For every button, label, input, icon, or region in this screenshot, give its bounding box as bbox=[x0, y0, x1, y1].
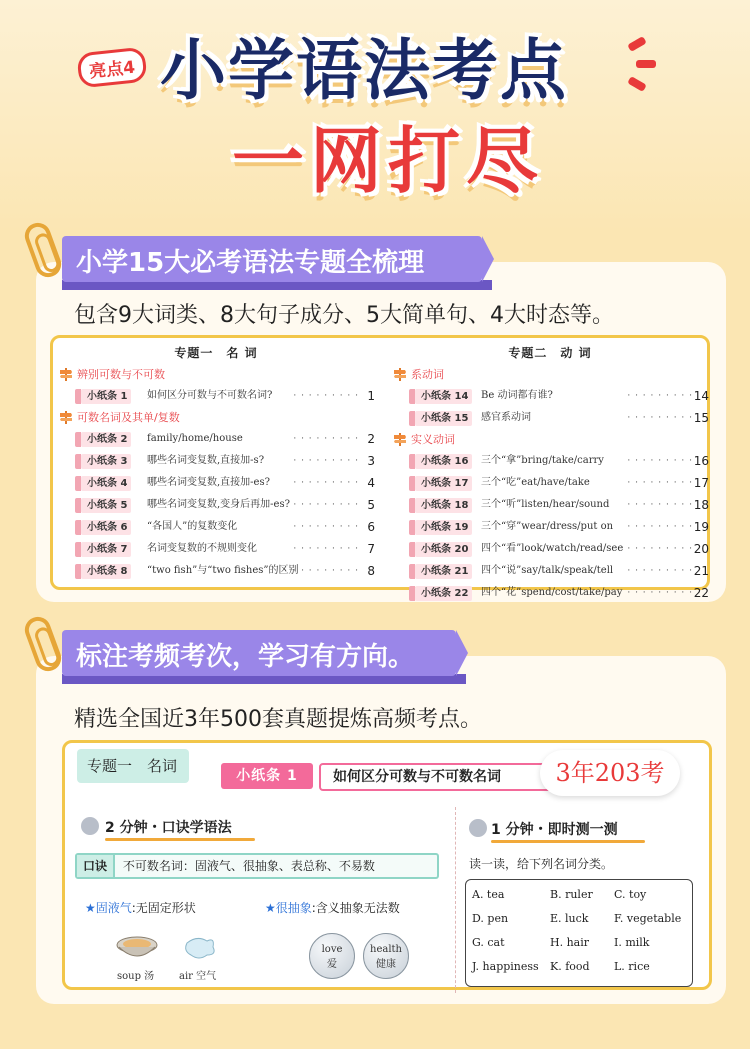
toc-entry-text: 哪些名词变复数,直接加-s? bbox=[147, 455, 265, 466]
air-label: air 空气 bbox=[179, 971, 217, 982]
toc-entry-text: 三个“听”listen/hear/sound bbox=[481, 499, 610, 510]
toc-row[interactable] bbox=[57, 472, 375, 494]
note-tag: 小纸条 7 bbox=[81, 542, 131, 557]
rule-key: ★很抽象 bbox=[265, 901, 312, 915]
leader-dots: · · · · · · · · · bbox=[627, 566, 693, 576]
title-line-2: 一网打尽 bbox=[232, 119, 545, 203]
title-line-1: 小学语法考点 bbox=[160, 32, 568, 109]
leader-dots: · · · · · · · · · bbox=[627, 456, 693, 466]
leader-dots: · · · · · · · · · bbox=[627, 391, 693, 401]
note-tag: 小纸条 18 bbox=[415, 498, 472, 513]
soup-bowl-icon bbox=[115, 933, 159, 963]
toc-column-right bbox=[391, 342, 709, 604]
page-number: 4 bbox=[367, 476, 375, 490]
quiz-option: A. tea bbox=[472, 888, 505, 901]
toc-row[interactable] bbox=[391, 407, 709, 429]
leader-dots: · · · · · · · · · bbox=[293, 478, 359, 488]
leader-dots: · · · · · · · · · bbox=[293, 456, 359, 466]
toc-entry-text: “各国人”的复数变化 bbox=[147, 521, 238, 532]
quiz-option: L. rice bbox=[614, 960, 650, 973]
page-number: 3 bbox=[367, 454, 375, 468]
title-underline bbox=[105, 838, 255, 841]
leader-dots: · · · · · · · · · bbox=[627, 544, 693, 554]
toc-section-heading bbox=[391, 429, 709, 450]
frequency-badge: 3年203考 bbox=[540, 750, 680, 796]
page-number: 20 bbox=[693, 542, 709, 556]
signpost-icon bbox=[59, 411, 73, 424]
page-number: 6 bbox=[367, 520, 375, 534]
toc-row[interactable] bbox=[391, 560, 709, 582]
page-number: 8 bbox=[367, 564, 375, 578]
toc-row[interactable] bbox=[57, 450, 375, 472]
note-tag: 小纸条 21 bbox=[415, 564, 472, 579]
quiz-option: H. hair bbox=[550, 936, 590, 949]
rule-item-2 bbox=[265, 899, 400, 916]
quiz-option: E. luck bbox=[550, 912, 589, 925]
bubble-en: love bbox=[321, 944, 343, 955]
toc-row[interactable] bbox=[57, 428, 375, 450]
rule-key: ★固液气 bbox=[85, 901, 132, 915]
toc-row[interactable] bbox=[391, 516, 709, 538]
toc-section-heading bbox=[57, 364, 375, 385]
note-tag: 小纸条 15 bbox=[415, 411, 472, 426]
highlight-badge: 亮点4 bbox=[76, 47, 147, 89]
toc-entry-text: 四个“说”say/talk/speak/tell bbox=[481, 565, 614, 576]
quiz-option: I. milk bbox=[614, 936, 650, 949]
toc-entry-text: 三个“拿”bring/take/carry bbox=[481, 455, 604, 466]
bubble-en: health bbox=[370, 944, 402, 955]
rule-item-1 bbox=[85, 899, 196, 916]
page-number: 2 bbox=[367, 432, 375, 446]
quiz-option: G. cat bbox=[472, 936, 505, 949]
note-tag: 小纸条 3 bbox=[81, 454, 131, 469]
leader-dots: · · · · · · · · · bbox=[293, 500, 359, 510]
bubble-zh: 健康 bbox=[376, 959, 396, 970]
rule-text: :含义抽象无法数 bbox=[311, 901, 400, 915]
air-icon bbox=[183, 933, 217, 963]
note-tag: 小纸条 1 bbox=[81, 389, 131, 404]
page-number: 22 bbox=[693, 586, 709, 600]
leader-dots: · · · · · · · · · bbox=[627, 500, 693, 510]
panel-divider bbox=[455, 807, 456, 993]
toc-entry-text: 名词变复数的不规则变化 bbox=[147, 543, 257, 554]
page-number: 5 bbox=[367, 498, 375, 512]
toc-entry-text: family/home/house bbox=[147, 433, 243, 444]
toc-row[interactable] bbox=[57, 538, 375, 560]
signpost-icon bbox=[393, 368, 407, 381]
toc-entry-text: 三个“穿”wear/dress/put on bbox=[481, 521, 614, 532]
signpost-icon bbox=[59, 368, 73, 381]
left-section-title-text: 2 分钟・口诀学语法 bbox=[105, 820, 232, 836]
page-number: 17 bbox=[693, 476, 709, 490]
toc-row[interactable] bbox=[391, 538, 709, 560]
note-tag: 小纸条 16 bbox=[415, 454, 472, 469]
note-title: 如何区分可数与不可数名词 bbox=[319, 763, 569, 791]
leader-dots: · · · · · · · · · bbox=[293, 434, 359, 444]
health-bubble bbox=[363, 933, 409, 979]
toc-section-label: 实义动词 bbox=[411, 433, 455, 446]
quiz-option: B. ruler bbox=[550, 888, 593, 901]
note-tag: 小纸条 1 bbox=[221, 763, 313, 789]
note-tag: 小纸条 17 bbox=[415, 476, 472, 491]
quiz-option: J. happiness bbox=[472, 960, 539, 973]
toc-entry-text: “two fish”与“two fishes”的区别 bbox=[147, 565, 299, 576]
quiz-option: D. pen bbox=[472, 912, 509, 925]
section2-subtitle: 精选全国近3年500套真题提炼高频考点。 bbox=[74, 707, 482, 732]
quiz-option: K. food bbox=[550, 960, 590, 973]
toc-row[interactable] bbox=[391, 385, 709, 407]
mnemonic-text: 不可数名词：固液气、很抽象、表总称、不易数 bbox=[122, 859, 375, 873]
title-underline bbox=[491, 840, 645, 843]
toc-row[interactable] bbox=[57, 516, 375, 538]
toc-entry-text: 三个“吃”eat/have/take bbox=[481, 477, 590, 488]
toc-column-left bbox=[57, 342, 375, 582]
toc-section-label: 可数名词及其单/复数 bbox=[77, 411, 180, 424]
note-tag: 小纸条 19 bbox=[415, 520, 472, 535]
toc-heading: 专题一 名 词 bbox=[174, 346, 258, 360]
rule-text: :无固定形状 bbox=[131, 901, 196, 915]
spark-decoration bbox=[636, 60, 656, 68]
topic-tab: 专题一 名词 bbox=[77, 749, 189, 783]
toc-entry-text: 四个“花”spend/cost/take/pay bbox=[481, 587, 623, 598]
mnemonic-label: 口诀 bbox=[77, 855, 115, 877]
leader-dots: · · · · · · · · · bbox=[293, 544, 359, 554]
toc-heading: 专题二 动 词 bbox=[508, 346, 592, 360]
toc-entry-text: 哪些名词变复数,直接加-es? bbox=[147, 477, 270, 488]
toc-section-heading bbox=[57, 407, 375, 428]
toc-row[interactable] bbox=[57, 560, 375, 582]
note-tag: 小纸条 5 bbox=[81, 498, 131, 513]
quiz-option: F. vegetable bbox=[614, 912, 682, 925]
page-number: 21 bbox=[693, 564, 709, 578]
toc-row[interactable] bbox=[57, 385, 375, 407]
leader-dots: · · · · · · · · · bbox=[627, 588, 693, 598]
toc-row[interactable] bbox=[57, 494, 375, 516]
toc-table bbox=[50, 335, 710, 600]
page-number: 1 bbox=[367, 389, 375, 403]
toc-row[interactable] bbox=[391, 472, 709, 494]
toc-entry-text: 哪些名词变复数,变身后再加-es? bbox=[147, 499, 290, 510]
leader-dots: · · · · · · · · · bbox=[627, 522, 693, 532]
page-number: 15 bbox=[693, 411, 709, 425]
section2-ribbon: 标注考频考次，学习有方向。 bbox=[62, 630, 456, 676]
soup-label: soup 汤 bbox=[117, 971, 155, 982]
page-number: 7 bbox=[367, 542, 375, 556]
section1-ribbon: 小学15大必考语法专题全梳理 bbox=[62, 236, 482, 282]
right-section-title-text: 1 分钟・即时测一测 bbox=[491, 822, 618, 838]
toc-section-label: 系动词 bbox=[411, 368, 444, 381]
signpost-icon bbox=[393, 433, 407, 446]
toc-section-label: 辨别可数与不可数 bbox=[77, 368, 165, 381]
note-tag: 小纸条 14 bbox=[415, 389, 472, 404]
page-number: 14 bbox=[693, 389, 709, 403]
section1-subtitle: 包含9大词类、8大句子成分、5大简单句、4大时态等。 bbox=[74, 303, 614, 328]
note-tag: 小纸条 4 bbox=[81, 476, 131, 491]
love-bubble bbox=[309, 933, 355, 979]
right-section-title bbox=[491, 819, 618, 839]
left-section-title bbox=[105, 817, 232, 837]
leader-dots: · · · · · · · · · bbox=[293, 566, 359, 576]
page-number: 19 bbox=[693, 520, 709, 534]
quiz-option: C. toy bbox=[614, 888, 647, 901]
leader-dots: · · · · · · · · · bbox=[293, 391, 359, 401]
leader-dots: · · · · · · · · · bbox=[627, 413, 693, 423]
toc-row[interactable] bbox=[391, 450, 709, 472]
toc-entry-text: 四个“看”look/watch/read/see bbox=[481, 543, 624, 554]
leader-dots: · · · · · · · · · bbox=[293, 522, 359, 532]
paperclip-icon bbox=[21, 613, 65, 675]
note-tag: 小纸条 8 bbox=[81, 564, 131, 579]
page-number: 16 bbox=[693, 454, 709, 468]
toc-entry-text: 感官系动词 bbox=[481, 412, 531, 423]
bubble-zh: 爱 bbox=[327, 959, 337, 970]
toc-entry-text: Be 动词都有谁? bbox=[481, 390, 553, 401]
note-tag: 小纸条 2 bbox=[81, 432, 131, 447]
bird-icon bbox=[469, 819, 487, 837]
note-tag: 小纸条 6 bbox=[81, 520, 131, 535]
mnemonic-box bbox=[75, 853, 439, 879]
toc-row[interactable] bbox=[391, 582, 709, 604]
note-tag: 小纸条 22 bbox=[415, 586, 472, 601]
toc-section-heading bbox=[391, 364, 709, 385]
note-tag: 小纸条 20 bbox=[415, 542, 472, 557]
page-number: 18 bbox=[693, 498, 709, 512]
toc-row[interactable] bbox=[391, 494, 709, 516]
quiz-options-box bbox=[465, 879, 693, 987]
quiz-instruction: 读一读，给下列名词分类。 bbox=[469, 857, 614, 871]
toc-entry-text: 如何区分可数与不可数名词? bbox=[147, 390, 273, 401]
bird-icon bbox=[81, 817, 99, 835]
leader-dots: · · · · · · · · · bbox=[627, 478, 693, 488]
